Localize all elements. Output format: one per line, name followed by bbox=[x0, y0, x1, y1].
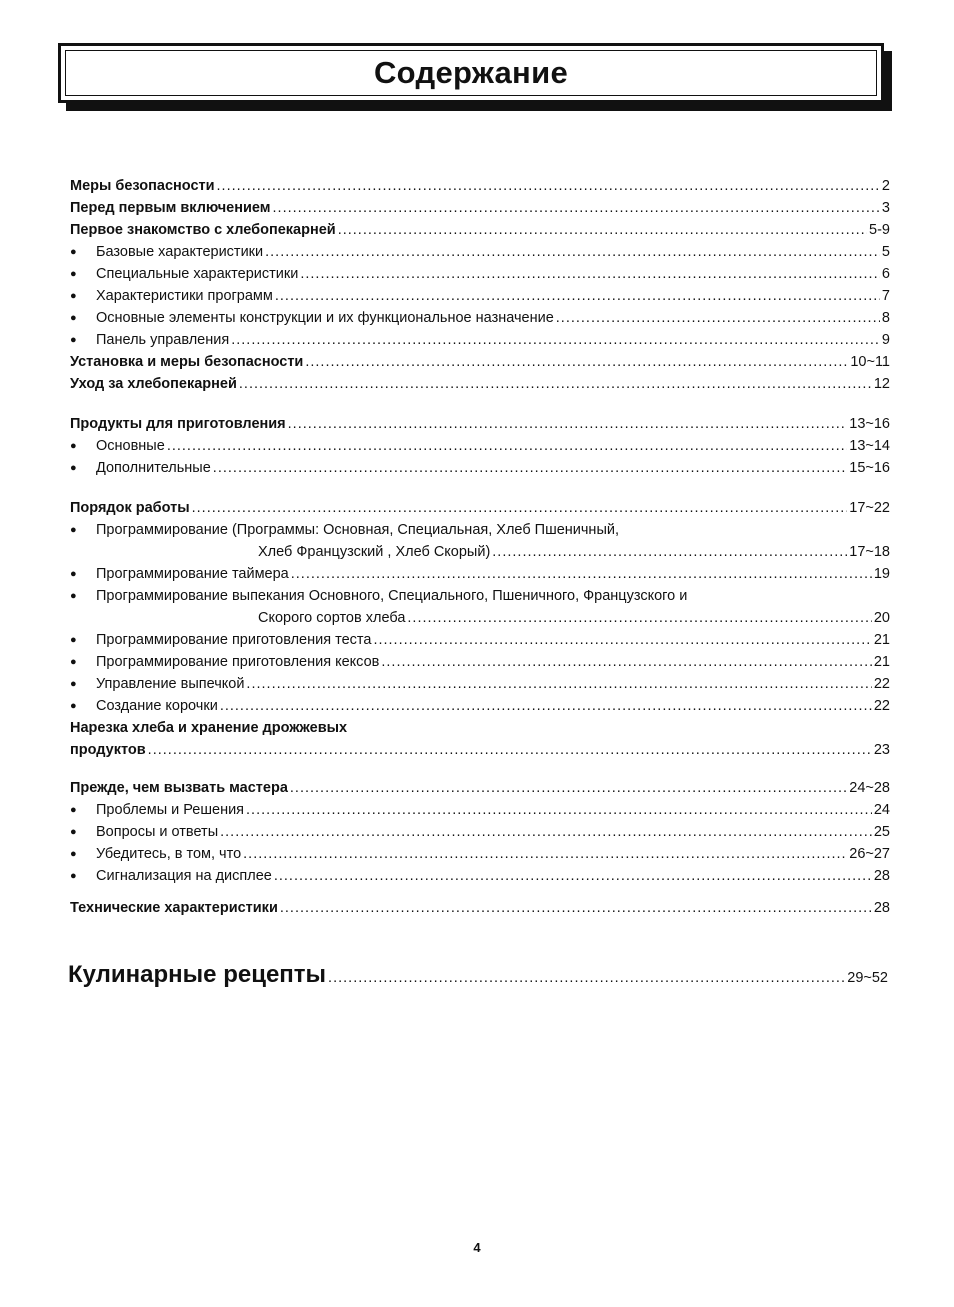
dot-leader bbox=[305, 352, 848, 373]
bullet-icon: ● bbox=[70, 826, 77, 838]
toc-page-number: 21 bbox=[873, 632, 890, 648]
toc-page-number: 6 bbox=[881, 266, 890, 282]
toc-entry[interactable] bbox=[70, 898, 890, 919]
toc-entry[interactable] bbox=[70, 198, 890, 219]
toc-entry[interactable] bbox=[70, 374, 890, 395]
toc-entry-text: Программирование приготовления теста bbox=[96, 632, 372, 648]
title-frame bbox=[58, 43, 884, 103]
toc-entry-text: Программирование таймера bbox=[96, 566, 289, 582]
dot-leader bbox=[290, 778, 847, 799]
dot-leader bbox=[243, 844, 847, 865]
toc-page-number: 23 bbox=[873, 742, 890, 758]
toc-entry[interactable] bbox=[68, 960, 888, 990]
toc-entry[interactable] bbox=[70, 740, 890, 761]
dot-leader bbox=[217, 176, 880, 197]
toc-page-number: 22 bbox=[873, 698, 890, 714]
toc-page-number: 9 bbox=[881, 332, 890, 348]
toc-page-number: 15~16 bbox=[849, 460, 890, 476]
toc-entry-text: Панель управления bbox=[96, 332, 230, 348]
toc-entry-text: Меры безопасности bbox=[70, 178, 215, 194]
toc-page-number: 3 bbox=[881, 200, 890, 216]
bullet-icon: ● bbox=[70, 462, 77, 474]
toc-page-number: 25 bbox=[873, 824, 890, 840]
dot-leader bbox=[239, 374, 872, 395]
toc-entry[interactable] bbox=[70, 696, 890, 717]
toc-entry[interactable] bbox=[70, 498, 890, 519]
bullet-icon: ● bbox=[70, 440, 77, 452]
bullet-icon: ● bbox=[70, 634, 77, 646]
toc-entry[interactable] bbox=[70, 822, 890, 843]
toc-entry[interactable] bbox=[70, 542, 890, 563]
bullet-icon: ● bbox=[70, 678, 77, 690]
toc-entry-line[interactable] bbox=[70, 718, 890, 739]
title-inner-frame bbox=[65, 50, 877, 96]
page-title: Содержание bbox=[374, 55, 568, 90]
toc-entry[interactable] bbox=[70, 778, 890, 799]
bullet-icon: ● bbox=[70, 590, 77, 602]
toc-entry[interactable] bbox=[70, 436, 890, 457]
toc-entry[interactable] bbox=[70, 176, 890, 197]
toc-entry-line[interactable] bbox=[70, 586, 890, 607]
toc-entry-line[interactable] bbox=[70, 520, 890, 541]
dot-leader bbox=[373, 630, 871, 651]
dot-leader bbox=[280, 898, 872, 919]
bullet-icon: ● bbox=[70, 700, 77, 712]
toc-page-number: 5-9 bbox=[869, 222, 890, 238]
toc-entry-text: Уход за хлебопекарней bbox=[70, 376, 237, 392]
toc-entry[interactable] bbox=[70, 330, 890, 351]
dot-leader bbox=[492, 542, 847, 563]
toc-entry[interactable] bbox=[70, 630, 890, 651]
toc-page-number: 2 bbox=[881, 178, 890, 194]
dot-leader bbox=[328, 963, 845, 984]
toc-page-number: 7 bbox=[881, 288, 890, 304]
bullet-icon: ● bbox=[70, 334, 77, 346]
bullet-icon: ● bbox=[70, 524, 77, 536]
toc-entry-text: Сигнализация на дисплее bbox=[96, 868, 272, 884]
dot-leader bbox=[220, 696, 872, 717]
toc-entry[interactable] bbox=[70, 866, 890, 887]
toc-page-number: 5 bbox=[881, 244, 890, 260]
toc-entry-text: Перед первым включением bbox=[70, 200, 271, 216]
bullet-icon: ● bbox=[70, 246, 77, 258]
dot-leader bbox=[265, 242, 880, 263]
toc-page-number: 8 bbox=[881, 310, 890, 326]
toc-entry-text: Прежде, чем вызвать мастера bbox=[70, 780, 288, 796]
dot-leader bbox=[213, 458, 847, 479]
toc-entry[interactable] bbox=[70, 564, 890, 585]
dot-leader bbox=[275, 286, 880, 307]
toc-entry[interactable] bbox=[70, 242, 890, 263]
toc-entry-text: Кулинарные рецепты bbox=[68, 961, 327, 988]
toc-page-number: 22 bbox=[873, 676, 890, 692]
toc-entry-text: Первое знакомство с хлебопекарней bbox=[70, 222, 336, 238]
page-number: 4 bbox=[473, 1240, 481, 1255]
toc-entry[interactable] bbox=[70, 674, 890, 695]
toc-entry-text: Основные элементы конструкции и их функциональное назначение bbox=[96, 310, 554, 326]
toc-page-number: 10~11 bbox=[850, 354, 890, 370]
bullet-icon: ● bbox=[70, 848, 77, 860]
dot-leader bbox=[407, 608, 871, 629]
toc-entry[interactable] bbox=[70, 608, 890, 629]
dot-leader bbox=[288, 414, 848, 435]
toc-entry-text: Технические характеристики bbox=[70, 900, 278, 916]
toc-entry[interactable] bbox=[70, 414, 890, 435]
bullet-icon: ● bbox=[70, 870, 77, 882]
toc-page-number: 28 bbox=[873, 868, 890, 884]
toc-page-number: 19 bbox=[873, 566, 890, 582]
toc-entry-text: Дополнительные bbox=[96, 460, 211, 476]
toc-entry-text: Программирование приготовления кексов bbox=[96, 654, 380, 670]
toc-page-number: 17~18 bbox=[849, 544, 890, 560]
toc-page-number: 21 bbox=[873, 654, 890, 670]
bullet-icon: ● bbox=[70, 290, 77, 302]
toc-entry-text: Программирование (Программы: Основная, Специальная, Хлеб Пшеничный, bbox=[96, 522, 619, 538]
toc-page-number: 13~16 bbox=[849, 416, 890, 432]
toc-page-number: 17~22 bbox=[849, 500, 890, 516]
toc-entry[interactable] bbox=[70, 844, 890, 865]
bullet-icon: ● bbox=[70, 656, 77, 668]
dot-leader bbox=[167, 436, 847, 457]
toc-entry[interactable] bbox=[70, 458, 890, 479]
toc-entry-text: Характеристики программ bbox=[96, 288, 273, 304]
dot-leader bbox=[338, 220, 867, 241]
toc-entry[interactable] bbox=[70, 264, 890, 285]
dot-leader bbox=[274, 866, 872, 887]
dot-leader bbox=[246, 674, 871, 695]
bullet-icon: ● bbox=[70, 312, 77, 324]
toc-entry-text: Основные bbox=[96, 438, 165, 454]
toc-entry[interactable] bbox=[70, 800, 890, 821]
toc-entry-text: Создание корочки bbox=[96, 698, 218, 714]
toc-page-number: 12 bbox=[873, 376, 890, 392]
toc-entry-text: Установка и меры безопасности bbox=[70, 354, 304, 370]
toc-page-number: 29~52 bbox=[847, 970, 888, 986]
dot-leader bbox=[381, 652, 872, 673]
dot-leader bbox=[246, 800, 872, 821]
dot-leader bbox=[291, 564, 872, 585]
toc-entry[interactable] bbox=[70, 308, 890, 329]
dot-leader bbox=[192, 498, 848, 519]
toc-entry-continuation: Скорого сортов хлеба bbox=[258, 610, 406, 626]
toc-entry-text: Продукты для приготовления bbox=[70, 416, 286, 432]
toc-entry-continuation: продуктов bbox=[70, 742, 146, 758]
toc-entry-text: Порядок работы bbox=[70, 500, 190, 516]
dot-leader bbox=[556, 308, 880, 329]
toc-entry[interactable] bbox=[70, 220, 890, 241]
toc-page-number: 24~28 bbox=[849, 780, 890, 796]
toc-entry-text: Программирование выпекания Основного, Специального, Пшеничного, Французского и bbox=[96, 588, 688, 604]
toc-page-number: 24 bbox=[873, 802, 890, 818]
toc-entry-text: Проблемы и Решения bbox=[96, 802, 245, 818]
toc-entry-text: Вопросы и ответы bbox=[96, 824, 219, 840]
toc-entry-text: Специальные характеристики bbox=[96, 266, 299, 282]
bullet-icon: ● bbox=[70, 804, 77, 816]
toc-entry-text: Нарезка хлеба и хранение дрожжевых bbox=[70, 720, 348, 736]
toc-page-number: 20 bbox=[873, 610, 890, 626]
toc-entry-continuation: Хлеб Французский , Хлеб Скорый) bbox=[258, 544, 491, 560]
toc-entry-text: Базовые характеристики bbox=[96, 244, 264, 260]
dot-leader bbox=[231, 330, 880, 351]
dot-leader bbox=[300, 264, 880, 285]
toc-entry[interactable] bbox=[70, 652, 890, 673]
dot-leader bbox=[148, 740, 872, 761]
toc-entry-text: Управление выпечкой bbox=[96, 676, 245, 692]
toc-entry-text: Убедитесь, в том, что bbox=[96, 846, 242, 862]
toc-page-number: 13~14 bbox=[849, 438, 890, 454]
dot-leader bbox=[273, 198, 880, 219]
toc-entry[interactable] bbox=[70, 352, 890, 373]
toc-entry[interactable] bbox=[70, 286, 890, 307]
bullet-icon: ● bbox=[70, 268, 77, 280]
bullet-icon: ● bbox=[70, 568, 77, 580]
toc-page-number: 28 bbox=[873, 900, 890, 916]
toc-page-number: 26~27 bbox=[849, 846, 890, 862]
dot-leader bbox=[220, 822, 872, 843]
